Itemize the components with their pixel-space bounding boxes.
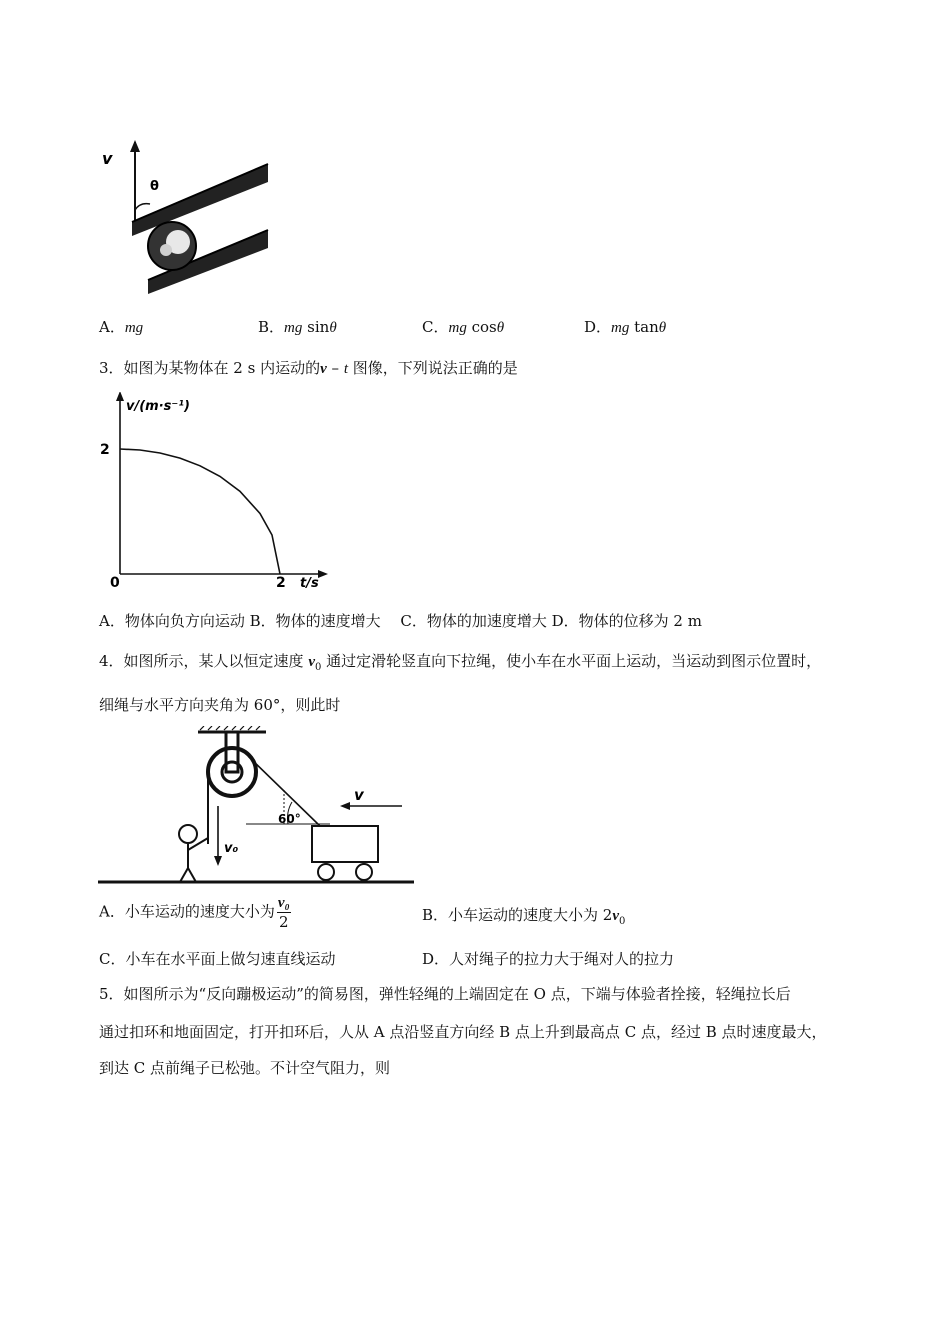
q4-stem-line1: 4．如图所示，某人以恒定速度 $v_0$ 通过定滑轮竖直向下拉绳，使小车在水平面上运动，当运动到图示位置时， [99, 652, 822, 673]
q3-stem: 3．如图为某物体在 2 s 内运动的v – t 图像，下列说法正确的是 [99, 359, 518, 377]
q4-option-a[interactable]: A．小车运动的速度大小为 $\frac{\text{v₀}}{2}$ [99, 895, 290, 931]
vt-curve [120, 449, 280, 574]
q2-option-d[interactable]: D．mg tanθ [584, 318, 667, 336]
vt-chart [92, 392, 332, 594]
rope-v0-label: v₀ [224, 841, 239, 856]
vt-x-arrow [318, 570, 328, 578]
q2-option-a[interactable]: A．mg [99, 318, 144, 336]
inclined-tube-figure [100, 138, 280, 298]
cart-v-label: v [354, 786, 364, 804]
q4-option-d[interactable]: D．人对绳子的拉力大于绳对人的拉力 [422, 950, 675, 968]
q3-options[interactable]: A．物体向负方向运动 B．物体的速度增大 C．物体的加速度增大 D．物体的位移为 2 m [99, 612, 702, 630]
q5-stem-line2: 通过扣环和地面固定，打开扣环后，人从 A 点沿竖直方向经 B 点上升到最高点 C 点，经过 B 点时速度最大， [99, 1023, 827, 1041]
vt-xtick-label: 2 [276, 575, 286, 591]
q5-stem-line3: 到达 C 点前绳子已松弛。不计空气阻力，则 [99, 1059, 391, 1077]
q2-option-c[interactable]: C．mg cosθ [422, 318, 505, 336]
vt-ytick-label: 2 [100, 442, 110, 458]
q2-option-b[interactable]: B．mg sinθ [258, 318, 337, 336]
figure1-theta-label: θ [150, 179, 159, 194]
figure1-v-label: v [102, 149, 113, 168]
q5-stem-line1: 5．如图所示为“反向蹦极运动”的简易图，弹性轻绳的上端固定在 O 点，下端与体验者拴接，轻绳拉长后 [99, 985, 791, 1003]
vt-ylabel: v/(m·s⁻¹) [126, 399, 190, 414]
vt-y-arrow [116, 392, 124, 401]
vt-xlabel: t/s [300, 576, 319, 591]
vt-origin-label: 0 [110, 575, 120, 591]
cart [312, 826, 378, 862]
q4-option-c[interactable]: C．小车在水平面上做匀速直线运动 [99, 950, 336, 968]
pulley-angle-label: 60° [278, 812, 301, 826]
pulley-cart-figure [98, 726, 418, 888]
q4-stem-line2: 细绳与水平方向夹角为 60°，则此时 [99, 696, 341, 714]
q4-option-b[interactable]: B．小车运动的速度大小为 $2v_0$ [422, 906, 626, 927]
